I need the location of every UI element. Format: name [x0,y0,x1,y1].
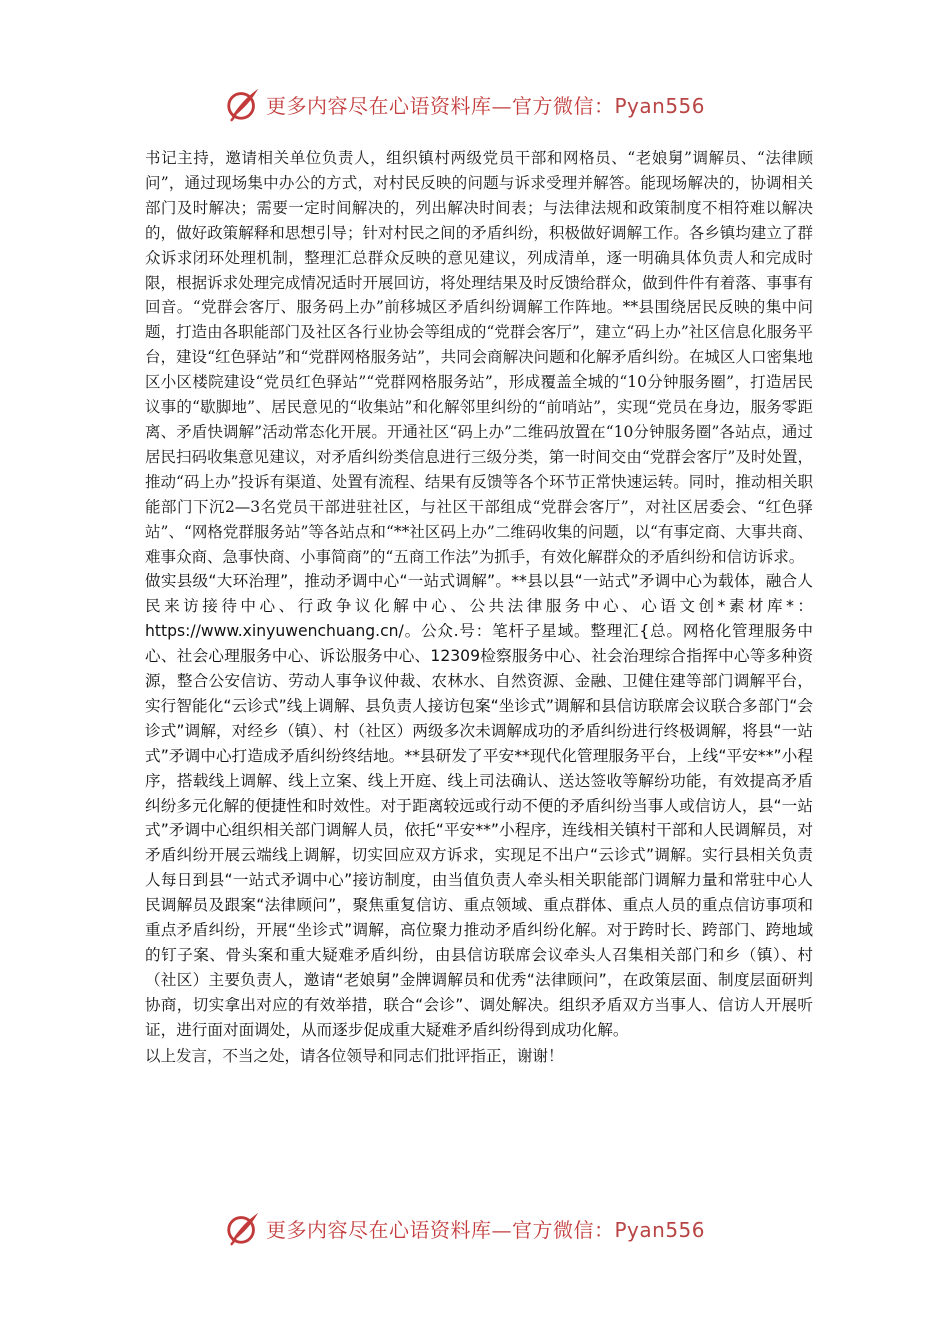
watermark-wechat-id: Pyan556 [614,93,706,118]
body-paragraph-1: 书记主持，邀请相关单位负责人，组织镇村两级党员干部和网格员、“老娘舅”调解员、“法律顾问”，通过现场集中办公的方式，对村民反映的问题与诉求受理并解答。能现场解决的，协调相关部门及时解决；需要一定时间解决的，列出解决时间表；与法律法规和政策制度不相符难以解决的，做好政策解释和思想引导；针对村民之间的矛盾纠纷，积极做好调解工作。各乡镇均建立了群众诉求闭环处理机制，整理汇总群众反映的意见建议，列成清单，逐一明确具体负责人和完成时限，根据诉求处理完成情况适时开展回访，将处理结果及时反馈给群众，做到件件有着落、事事有回音。“党群会客厅、服务码上办”前移城区矛盾纠纷调解工作阵地。**县围绕居民反映的集中问题，打造由各职能部门及社区各行业协会等组成的“党群会客厅”，建立“码上办”社区信息化服务平台，建设“红色驿站”和“党群网格服务站”，共同会商解决问题和化解矛盾纠纷。在城区人口密集地区小区楼院建设“党员红色驿站”“党群网格服务站”，形成覆盖全城的“10分钟服务圈”，打造居民议事的“歇脚地”、居民意见的“收集站”和化解邻里纠纷的“前哨站”，实现“党员在身边，服务零距离、矛盾快调解”活动常态化开展。开通社区“码上办”二维码放置在“10分钟服务圈”各站点，通过居民扫码收集意见建议，对矛盾纠纷类信息进行三级分类，第一时间交由“党群会客厅”及时处置，推动“码上办”投诉有渠道、处置有流程、结果有反馈等各个环节正常快速运转。同时，推动相关职能部门下沉2—3名党员干部进驻社区，与社区干部组成“党群会客厅”，对社区居委会、“红色驿站”、“网格党群服务站”等各站点和“**社区码上办”二维码收集的问题，以“有事定商、大事共商、难事众商、急事快商、小事简商”的“五商工作法”为抓手，有效化解群众的矛盾纠纷和信访诉求。 [145,149,813,566]
watermark-main-text: 更多内容尽在心语资料库 [266,1217,492,1242]
footer-watermark-banner [224,1208,705,1248]
watermark-official-label: 官方微信： [512,93,615,118]
closing-paragraph: 以上发言，不当之处，请各位领导和同志们批评指正，谢谢！ [145,1046,564,1065]
watermark-dash: — [491,93,512,118]
watermark-main-text: 更多内容尽在心语资料库 [266,93,492,118]
watermark-text [266,1214,705,1243]
watermark-text [266,90,705,119]
document-body [145,146,813,1069]
quill-pen-logo-icon [224,85,262,123]
quill-pen-logo-icon [224,1209,262,1247]
body-paragraph-2: 做实县级“大环治理”，推动矛调中心“一站式调解”。**县以县“一站式”矛调中心为载体，融合人民来访接待中心、行政争议化解中心、公共法律服务中心、心语文创*素材库*：https://www.xinyuwenchuang.cn/。公众.号：笔杆子星域。整理汇{总。网格化管理服务中心、社会心理服务中心、诉讼服务中心、12309检察服务中心、社会治理综合指挥中心等多种资源，整合公安信访、劳动人事争议仲裁、农林水、自然资源、金融、卫健住建等部门调解平台，实行智能化“云诊式”线上调解、县负责人接访包案“坐诊式”调解和县信访联席会议联合多部门“会诊式”调解，对经乡（镇）、村（社区）两级多次未调解成功的矛盾纠纷进行终极调解，将县“一站式”矛调中心打造成矛盾纠纷终结地。**县研发了平安**现代化管理服务平台，上线“平安**”小程序，搭载线上调解、线上立案、线上开庭、线上司法确认、送达签收等解纷功能，有效提高矛盾纠纷多元化解的便捷性和时效性。对于距离较远或行动不便的矛盾纠纷当事人或信访人，县“一站式”矛调中心组织相关部门调解人员，依托“平安**”小程序，连线相关镇村干部和人民调解员，对矛盾纠纷开展云端线上调解，切实回应双方诉求，实现足不出户“云诊式”调解。实行县相关负责人每日到县“一站式矛调中心”接访制度，由当值负责人牵头相关职能部门调解力量和常驻中心人民调解员及跟案“法律顾问”，聚焦重复信访、重点领域、重点群体、重点人员的重点信访事项和重点矛盾纠纷，开展“坐诊式”调解，高位聚力推动矛盾纠纷化解。对于跨时长、跨部门、跨地域的钉子案、骨头案和重大疑难矛盾纠纷，由县信访联席会议牵头人召集相关部门和乡（镇）、村（社区）主要负责人，邀请“老娘舅”金牌调解员和优秀“法律顾问”，在政策层面、制度层面研判协商，切实拿出对应的有效举措，联合“会诊”、调处解决。组织矛盾双方当事人、信访人开展听证，进行面对面调处，从而逐步促成重大疑难矛盾纠纷得到成功化解。 [145,572,813,1039]
header-watermark-banner [224,84,705,124]
watermark-official-label: 官方微信： [512,1217,615,1242]
watermark-dash: — [491,1217,512,1242]
watermark-wechat-id: Pyan556 [614,1217,706,1242]
